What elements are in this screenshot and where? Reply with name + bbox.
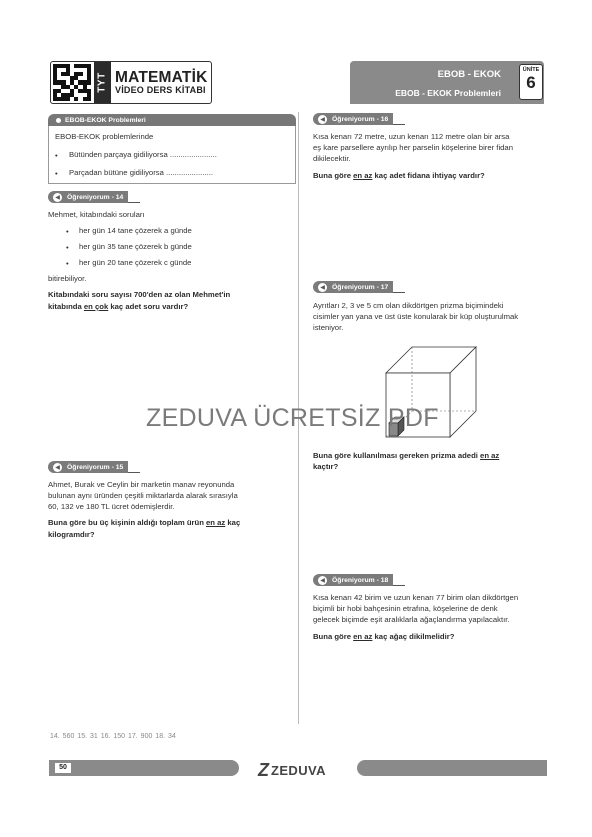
speaker-icon[interactable]: ◀ <box>318 115 327 124</box>
bullet-icon: • <box>55 151 58 160</box>
summary-heading: EBOB-EKOK Problemleri <box>48 114 296 126</box>
q18-line: gelecek biçimde eşit aralıklarla ağaçlandırma yapılacaktır. <box>313 615 510 624</box>
q17-question-line2: kaçtır? <box>313 462 339 471</box>
logo-title: MATEMATİK <box>115 68 208 86</box>
q15-line: Ahmet, Burak ve Ceylin bir marketin manav reyonunda <box>48 480 235 489</box>
q14-outro: bitirebiliyor. <box>48 274 87 283</box>
tag-underline <box>128 472 140 473</box>
q18-line: biçimli bir hobi bahçesinin etrafına, köşelerine de denk <box>313 604 498 613</box>
question-tag-17: ◀ Öğreniyorum - 17 <box>313 281 393 293</box>
q15-line: bulunan aynı üründen çeşitli miktarlarda alarak sırasıyla <box>48 491 238 500</box>
answer-key: 14. 560 15. 31 16. 150 17. 900 18. 34 <box>50 733 176 740</box>
bullet-icon: • <box>66 227 69 236</box>
summary-item: Bütünden parçaya gidiliyorsa ...................... <box>69 150 217 159</box>
footer-bar-left <box>49 760 239 776</box>
tag-underline <box>393 124 405 125</box>
bullet-icon: • <box>55 169 58 178</box>
question-tag-14: ◀ Öğreniyorum - 14 <box>48 191 128 203</box>
chapter-subtitle: EBOB - EKOK Problemleri <box>395 88 501 98</box>
question-tag-16: ◀ Öğreniyorum - 16 <box>313 113 393 125</box>
logo-tag: TYT <box>94 62 111 103</box>
brand-name: ZEDUVA <box>271 763 326 778</box>
unit-badge <box>519 64 543 100</box>
q18-line: Kısa kenarı 42 birim ve uzun kenarı 77 birim olan dikdörtgen <box>313 593 519 602</box>
question-tag-15: ◀ Öğreniyorum - 15 <box>48 461 128 473</box>
q16-line: dikilecektir. <box>313 154 351 163</box>
q16-line: eş kare parsellere ayrılıp her parselin köşelerine birer fidan <box>313 143 513 152</box>
book-logo <box>50 61 212 104</box>
q18-question: Buna göre en az kaç ağaç dikilmelidir? <box>313 632 455 641</box>
q17-question: Buna göre kullanılması gereken prizma adedi en az <box>313 451 500 460</box>
speaker-icon[interactable]: ◀ <box>53 193 62 202</box>
logo-subtitle: VİDEO DERS KİTABI <box>115 84 206 95</box>
summary-item: Parçadan bütüne gidiliyorsa ...................... <box>69 168 213 177</box>
question-tag-18: ◀ Öğreniyorum - 18 <box>313 574 393 586</box>
tag-underline <box>393 585 405 586</box>
tag-underline <box>128 202 140 203</box>
summary-intro: EBOB-EKOK problemlerinde <box>55 132 154 141</box>
unit-label: ÜNİTE <box>522 67 540 73</box>
q14-item: her gün 20 tane çözerek c günde <box>79 258 192 267</box>
brand-logo <box>258 760 326 781</box>
q17-line: isteniyor. <box>313 323 344 332</box>
bullet-icon: • <box>66 259 69 268</box>
chapter-banner <box>350 61 544 104</box>
speaker-icon[interactable]: ◀ <box>318 576 327 585</box>
bullet-dot-icon <box>56 118 61 123</box>
q16-line: Kısa kenarı 72 metre, uzun kenarı 112 metre olan bir arsa <box>313 132 510 141</box>
q14-intro: Mehmet, kitabındaki soruları <box>48 210 145 219</box>
q14-item: her gün 35 tane çözerek b günde <box>79 242 192 251</box>
q15-line: 60, 132 ve 180 TL ücret ödemişlerdir. <box>48 502 175 511</box>
q16-question: Buna göre en az kaç adet fidana ihtiyaç vardır? <box>313 171 485 180</box>
q14-question-line2: kitabında en çok kaç adet soru vardır? <box>48 302 189 311</box>
q17-line: cisimler yan yana ve üst üste konularak bir küp oluşturulmak <box>313 312 519 321</box>
q17-line: Ayrıtları 2, 3 ve 5 cm olan dikdörtgen prizma biçimindeki <box>313 301 504 310</box>
speaker-icon[interactable]: ◀ <box>53 463 62 472</box>
watermark: ZEDUVA ÜCRETSİZ PDF <box>146 404 439 432</box>
q15-question: Buna göre bu üç kişinin aldığı toplam ürün en az kaç <box>48 518 241 527</box>
page-number: 50 <box>55 763 71 773</box>
chapter-title: EBOB - EKOK <box>437 69 501 80</box>
speaker-icon[interactable]: ◀ <box>318 283 327 292</box>
bullet-icon: • <box>66 243 69 252</box>
unit-number: 6 <box>526 73 536 92</box>
qr-code-icon[interactable] <box>53 64 91 102</box>
q14-question: Kitabındaki soru sayısı 700'den az olan Mehmet'in <box>48 290 231 299</box>
footer-bar-right <box>357 760 547 776</box>
tag-underline <box>393 292 405 293</box>
q14-item: her gün 14 tane çözerek a günde <box>79 226 192 235</box>
q15-question-line2: kilogramdır? <box>48 530 95 539</box>
brand-mark-icon: Z <box>258 760 269 780</box>
